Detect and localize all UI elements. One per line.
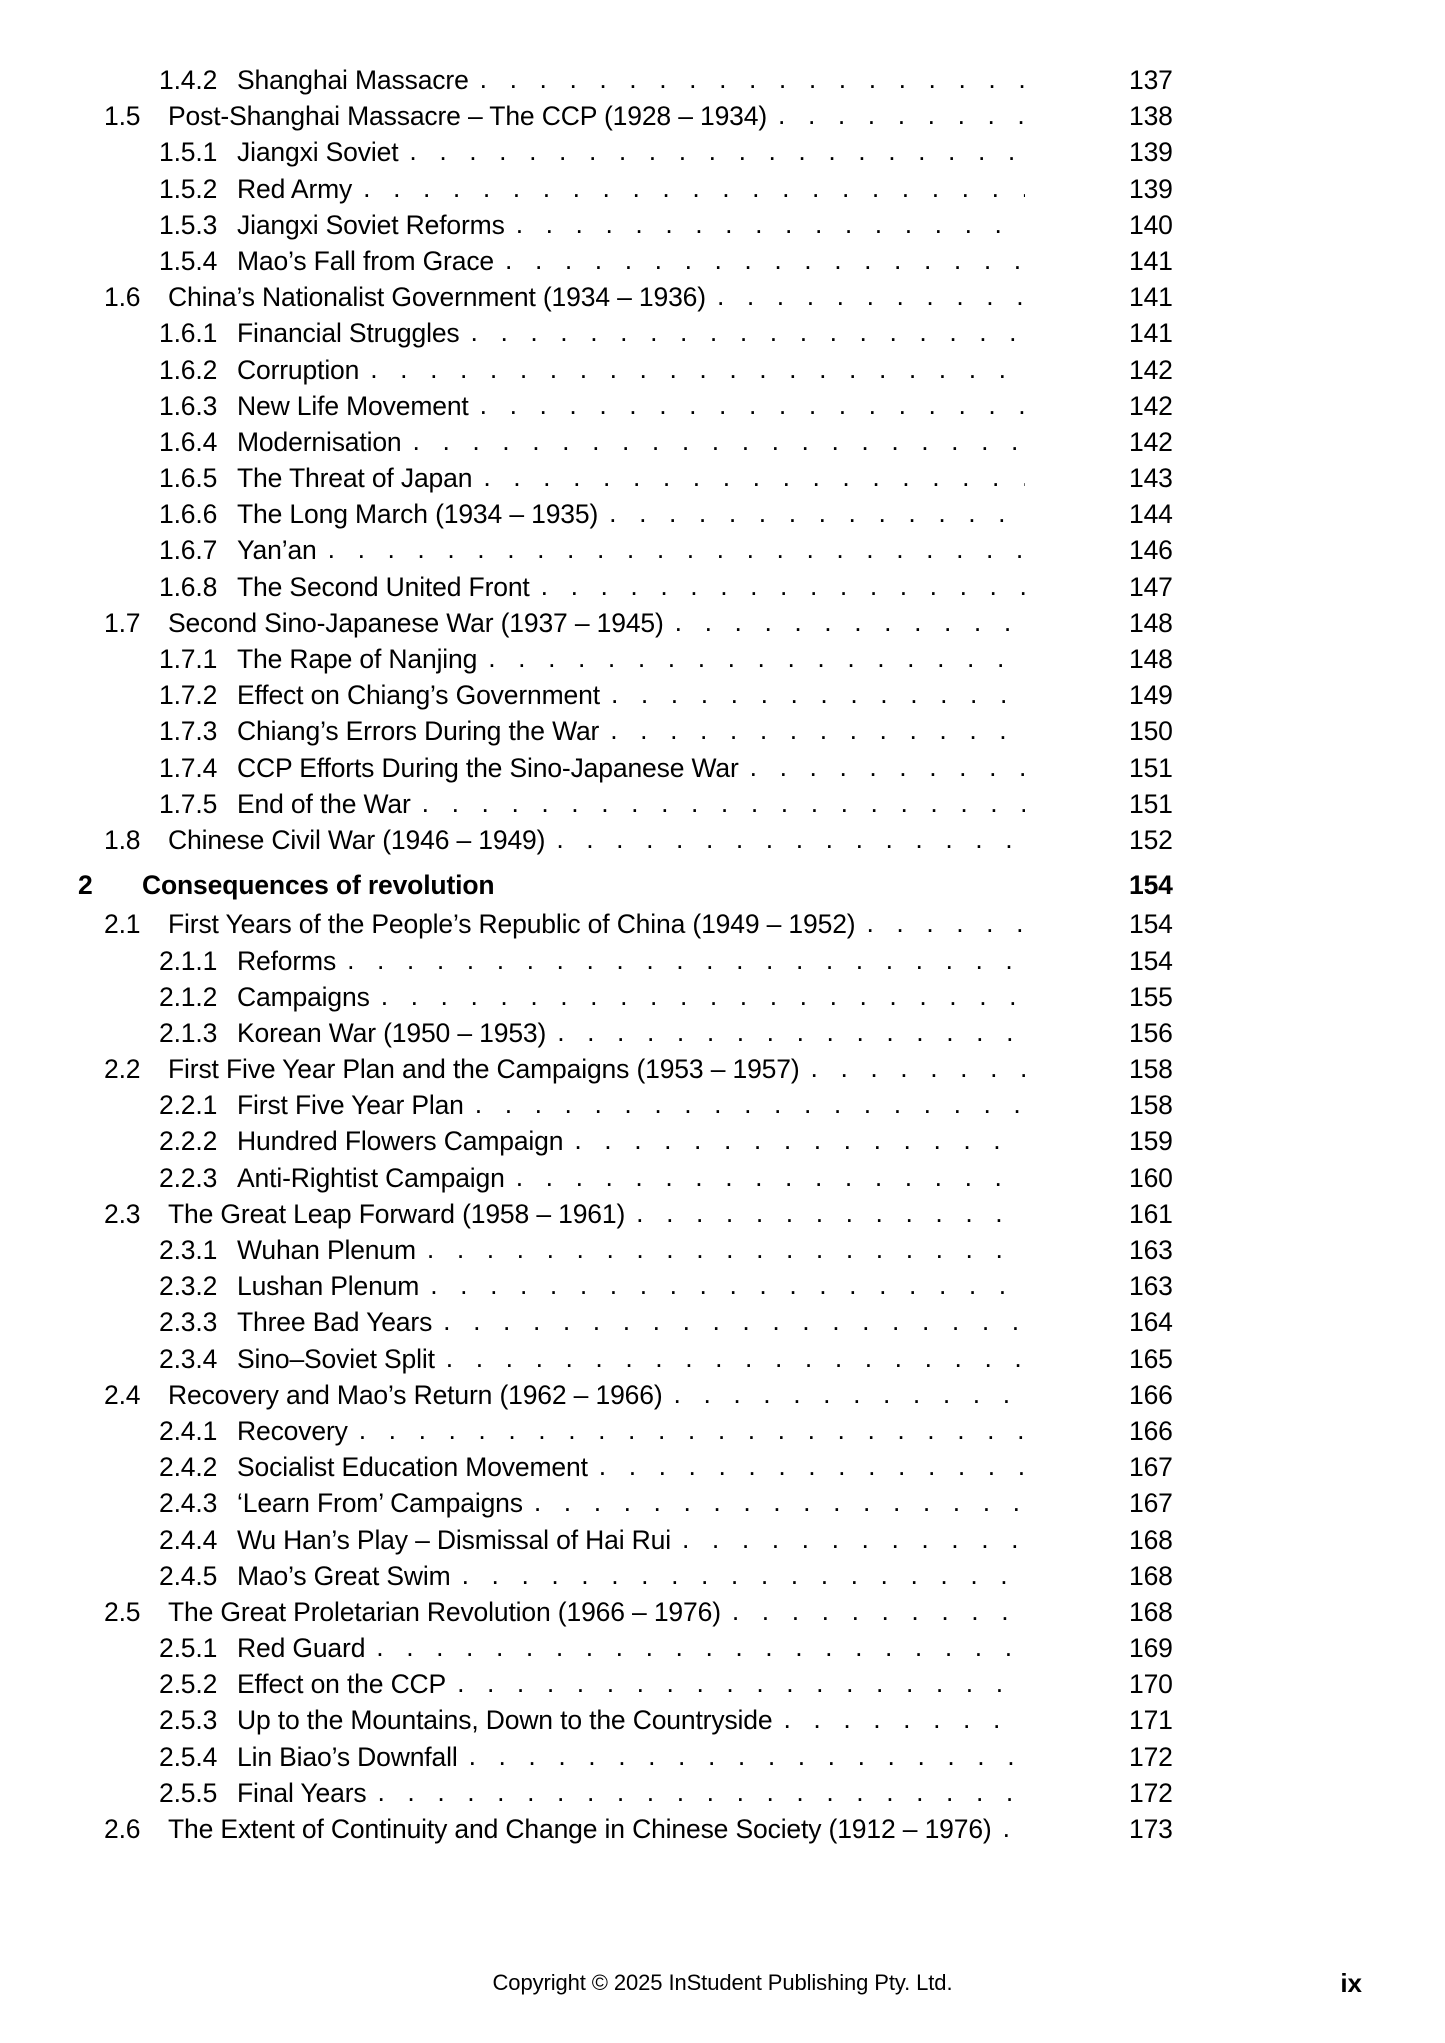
toc-entry-title: Effect on Chiang’s Government: [237, 680, 600, 711]
toc-entry-page-number: 137: [1129, 65, 1173, 95]
toc-entry[interactable]: [0, 677, 1445, 713]
toc-entry-number: 2.5.3: [159, 1705, 218, 1736]
toc-dot-leader: [609, 500, 1025, 527]
toc-entry-number: 1.6.6: [159, 499, 218, 530]
toc-dot-leader: [636, 1200, 1025, 1227]
toc-dot-leader: [377, 1779, 1025, 1806]
toc-entry-title: Anti-Rightist Campaign: [237, 1162, 505, 1193]
toc-entry-title: Socialist Education Movement: [237, 1452, 588, 1483]
toc-entry-number: 1.6.5: [159, 463, 218, 494]
toc-entry-page-number: 151: [1129, 752, 1173, 783]
toc-dot-leader: [682, 1526, 1025, 1553]
toc-entry-page-number: 158: [1129, 1054, 1173, 1085]
toc-entry[interactable]: [0, 1666, 1445, 1702]
toc-entry[interactable]: [0, 1594, 1445, 1630]
toc-entry[interactable]: [0, 906, 1445, 942]
toc-entry[interactable]: [0, 979, 1445, 1015]
toc-entry-title: Financial Struggles: [237, 318, 460, 349]
toc-dot-leader: [534, 1489, 1025, 1516]
toc-entry-number: 2.6: [104, 1814, 141, 1844]
toc-dot-leader: [674, 1381, 1025, 1408]
toc-entry-title: Wu Han’s Play – Dismissal of Hai Rui: [237, 1524, 671, 1555]
toc-entry-page-number: 154: [1129, 945, 1173, 976]
toc-dot-leader: [494, 867, 1025, 894]
toc-entry-number: 2.3.4: [159, 1343, 218, 1374]
toc-entry-page-number: 158: [1129, 1090, 1173, 1121]
toc-entry-title: Modernisation: [237, 426, 402, 457]
toc-entry-page-number: 148: [1129, 607, 1173, 638]
toc-entry-title: Korean War (1950 – 1953): [237, 1017, 547, 1048]
toc-entry-number: 2.3.3: [159, 1307, 218, 1338]
toc-entry-page-number: 163: [1129, 1271, 1173, 1302]
toc-entry[interactable]: [0, 1413, 1445, 1449]
toc-dot-leader: [750, 754, 1025, 781]
toc-entry-number: 2: [78, 870, 93, 901]
toc-entry[interactable]: [0, 1485, 1445, 1521]
toc-dot-leader: [471, 319, 1025, 346]
toc-entry[interactable]: [0, 1160, 1445, 1196]
toc-dot-leader: [778, 102, 1025, 129]
toc-entry[interactable]: [0, 460, 1445, 496]
toc-entry[interactable]: [0, 1123, 1445, 1159]
toc-entry-title: The Long March (1934 – 1935): [237, 499, 599, 530]
toc-dot-leader: [610, 717, 1025, 744]
toc-entry[interactable]: [0, 1775, 1445, 1811]
toc-entry-title: The Great Leap Forward (1958 – 1961): [168, 1198, 626, 1229]
toc-entry-number: 1.7.2: [159, 680, 218, 711]
toc-entry[interactable]: [0, 786, 1445, 822]
toc-entry-title: Campaigns: [237, 981, 370, 1012]
page-footer: [0, 1966, 1445, 2000]
toc-dot-leader: [480, 392, 1025, 419]
toc-dot-leader: [557, 1019, 1025, 1046]
toc-entry[interactable]: [0, 713, 1445, 749]
toc-dot-leader: [376, 1634, 1025, 1661]
toc-entry-title: Mao’s Fall from Grace: [237, 245, 495, 276]
toc-entry[interactable]: [0, 822, 1445, 858]
toc-entry-page-number: 142: [1129, 354, 1173, 385]
toc-entry-title: The Great Proletarian Revolution (1966 – 1976): [168, 1596, 721, 1627]
toc-dot-leader: [599, 1453, 1025, 1480]
toc-entry-number: 2.4.4: [159, 1524, 218, 1555]
toc-entry[interactable]: [0, 1051, 1445, 1087]
toc-dot-leader: [574, 1127, 1025, 1154]
toc-entry-title: Consequences of revolution: [142, 870, 495, 901]
toc-entry-page-number: 143: [1129, 463, 1173, 494]
toc-entry-title: Recovery: [237, 1415, 348, 1446]
toc-entry-title: Yan’an: [237, 535, 317, 566]
toc-entry-title: The Threat of Japan: [237, 463, 473, 494]
toc-dot-leader: [347, 947, 1025, 974]
toc-dot-leader: [505, 247, 1025, 274]
toc-dot-leader: [328, 536, 1025, 563]
toc-dot-leader: [556, 826, 1025, 853]
toc-entry-page-number: 166: [1129, 1379, 1173, 1410]
toc-entry-title: Jiangxi Soviet: [237, 137, 399, 168]
table-of-contents-list: [0, 62, 1445, 1847]
toc-entry-page-number: 168: [1129, 1596, 1173, 1627]
toc-entry-page-number: 141: [1129, 282, 1173, 313]
toc-entry-number: 2.4.3: [159, 1488, 218, 1519]
toc-dot-leader: [370, 356, 1025, 383]
toc-entry-page-number: 147: [1129, 571, 1173, 602]
toc-entry[interactable]: [0, 1268, 1445, 1304]
toc-dot-leader: [480, 66, 1025, 93]
toc-entry-number: 1.7: [104, 607, 141, 638]
toc-entry-page-number: 141: [1129, 245, 1173, 276]
toc-entry[interactable]: [0, 532, 1445, 568]
toc-entry-number: 2.5.4: [159, 1741, 218, 1772]
toc-entry-title: Corruption: [237, 354, 360, 385]
toc-entry-number: 2.1.1: [159, 945, 218, 976]
toc-entry-number: 2.2: [104, 1054, 141, 1085]
toc-dot-leader: [475, 1091, 1025, 1118]
toc-entry-page-number: 152: [1129, 824, 1173, 855]
toc-entry-page-number: 140: [1129, 209, 1173, 240]
toc-entry-page-number: 142: [1129, 390, 1173, 421]
toc-entry-title: Second Sino-Japanese War (1937 – 1945): [168, 607, 664, 638]
toc-dot-leader: [462, 1562, 1025, 1589]
toc-entry[interactable]: [0, 1196, 1445, 1232]
toc-entry-page-number: 161: [1129, 1198, 1173, 1229]
toc-entry-number: 1.5.3: [159, 209, 218, 240]
toc-dot-leader: [611, 681, 1025, 708]
toc-entry-page-number: 172: [1129, 1777, 1173, 1808]
toc-entry-title: Red Army: [237, 173, 353, 204]
toc-entry-title: First Years of the People’s Republic of China (1949 – 1952): [168, 909, 856, 940]
toc-entry[interactable]: [0, 1449, 1445, 1485]
toc-dot-leader: [516, 211, 1025, 238]
toc-entry-title: Three Bad Years: [237, 1307, 433, 1338]
toc-entry[interactable]: [0, 1558, 1445, 1594]
toc-entry-page-number: 156: [1129, 1017, 1173, 1048]
toc-entry-number: 1.7.5: [159, 788, 218, 819]
toc-entry-number: 1.7.4: [159, 752, 218, 783]
toc-entry-number: 2.4: [104, 1379, 141, 1410]
toc-entry-number: 2.4.1: [159, 1415, 218, 1446]
toc-entry-number: 1.6.1: [159, 318, 218, 349]
toc-entry-page-number: 151: [1129, 788, 1173, 819]
toc-entry[interactable]: [0, 243, 1445, 279]
toc-dot-leader: [443, 1308, 1025, 1335]
toc-entry-number: 2.3.2: [159, 1271, 218, 1302]
toc-entry-title: China’s Nationalist Government (1934 – 1936): [168, 282, 706, 313]
toc-entry-title: Effect on the CCP: [237, 1669, 447, 1700]
toc-entry-page-number: 155: [1129, 981, 1173, 1012]
toc-entry-number: 1.6.7: [159, 535, 218, 566]
toc-entry-page-number: 139: [1129, 137, 1173, 168]
toc-entry-number: 2.4.2: [159, 1452, 218, 1483]
toc-entry-title: Chiang’s Errors During the War: [237, 716, 600, 747]
toc-entry-number: 2.5.5: [159, 1777, 218, 1808]
toc-entry[interactable]: [0, 134, 1445, 170]
toc-entry[interactable]: [0, 207, 1445, 243]
toc-dot-leader: [717, 283, 1025, 310]
toc-entry[interactable]: [0, 388, 1445, 424]
toc-entry-page-number: 173: [1129, 1814, 1173, 1844]
toc-entry-title: Reforms: [237, 945, 337, 976]
toc-entry-page-number: 163: [1129, 1235, 1173, 1265]
toc-dot-leader: [488, 645, 1025, 672]
toc-entry-number: 1.6.2: [159, 354, 218, 385]
toc-entry-page-number: 139: [1129, 173, 1173, 204]
toc-dot-leader: [541, 573, 1025, 600]
toc-entry-title: CCP Efforts During the Sino-Japanese War: [237, 752, 739, 783]
toc-entry-page-number: 149: [1129, 680, 1173, 711]
toc-entry[interactable]: [0, 1522, 1445, 1558]
toc-entry-title: The Extent of Continuity and Change in Chinese Society (1912 – 1976): [168, 1814, 992, 1844]
copyright-notice: Copyright © 2025 InStudent Publishing Pty. Ltd.: [492, 1970, 953, 1995]
toc-entry-number: 1.7.1: [159, 644, 218, 674]
toc-entry-number: 2.2.2: [159, 1126, 218, 1157]
toc-entry-title: Hundred Flowers Campaign: [237, 1126, 564, 1157]
toc-entry-number: 2.4.5: [159, 1560, 218, 1591]
toc-entry-title: The Second United Front: [237, 571, 530, 602]
toc-entry[interactable]: [0, 424, 1445, 460]
toc-entry-page-number: 159: [1129, 1126, 1173, 1157]
toc-entry-title: Lushan Plenum: [237, 1271, 420, 1302]
toc-entry[interactable]: [0, 867, 1445, 903]
toc-entry-number: 2.1: [104, 909, 141, 940]
toc-entry-page-number: 142: [1129, 426, 1173, 457]
toc-dot-leader: [409, 138, 1025, 165]
toc-entry-title: Final Years: [237, 1777, 367, 1808]
toc-entry-page-number: 167: [1129, 1452, 1173, 1483]
toc-entry-page-number: 164: [1129, 1307, 1173, 1338]
toc-entry-number: 1.6.3: [159, 390, 218, 421]
toc-entry-number: 1.5.2: [159, 173, 218, 204]
toc-entry[interactable]: [0, 1377, 1445, 1413]
toc-entry[interactable]: [0, 1304, 1445, 1340]
toc-entry-page-number: 160: [1129, 1162, 1173, 1193]
toc-entry[interactable]: [0, 315, 1445, 351]
toc-entry-title: Wuhan Plenum: [237, 1235, 416, 1265]
toc-entry[interactable]: [0, 1232, 1445, 1268]
toc-entry-number: 2.5: [104, 1596, 141, 1627]
toc-entry-title: Lin Biao’s Downfall: [237, 1741, 458, 1772]
toc-entry[interactable]: [0, 279, 1445, 315]
toc-entry-number: 1.7.3: [159, 716, 218, 747]
toc-dot-leader: [446, 1345, 1025, 1372]
toc-dot-leader: [430, 1272, 1025, 1299]
toc-entry-title: End of the War: [237, 788, 411, 819]
toc-entry-page-number: 169: [1129, 1633, 1173, 1664]
toc-entry[interactable]: [0, 750, 1445, 786]
toc-entry-page-number: 150: [1129, 716, 1173, 747]
toc-entry-page-number: 168: [1129, 1524, 1173, 1555]
toc-entry-title: ‘Learn From’ Campaigns: [237, 1488, 523, 1519]
toc-entry-number: 1.6.4: [159, 426, 218, 457]
toc-entry-page-number: 165: [1129, 1343, 1173, 1374]
toc-entry-page-number: 154: [1129, 870, 1173, 901]
toc-entry-number: 2.1.3: [159, 1017, 218, 1048]
toc-entry-number: 1.4.2: [159, 65, 218, 95]
toc-entry-title: Shanghai Massacre: [237, 65, 469, 95]
toc-entry-title: First Five Year Plan: [237, 1090, 464, 1121]
toc-entry-page-number: 171: [1129, 1705, 1173, 1736]
toc-entry[interactable]: [0, 1015, 1445, 1051]
toc-entry[interactable]: [0, 569, 1445, 605]
page-folio-number: ix: [1340, 1968, 1362, 1998]
toc-dot-leader: [359, 1417, 1025, 1444]
toc-entry-title: Sino–Soviet Split: [237, 1343, 435, 1374]
toc-entry-title: Mao’s Great Swim: [237, 1560, 451, 1591]
toc-dot-leader: [427, 1236, 1025, 1263]
toc-entry[interactable]: [0, 1739, 1445, 1775]
toc-entry-page-number: 154: [1129, 909, 1173, 940]
toc-entry[interactable]: [0, 352, 1445, 388]
toc-entry-title: Up to the Mountains, Down to the Countryside: [237, 1705, 773, 1736]
toc-entry[interactable]: [0, 171, 1445, 207]
toc-entry-page-number: 146: [1129, 535, 1173, 566]
toc-entry-number: 1.5.4: [159, 245, 218, 276]
toc-entry-title: Red Guard: [237, 1633, 366, 1664]
toc-entry-title: First Five Year Plan and the Campaigns (1953 – 1957): [168, 1054, 800, 1085]
toc-entry-number: 2.2.3: [159, 1162, 218, 1193]
toc-entry-number: 2.5.2: [159, 1669, 218, 1700]
toc-dot-leader: [457, 1670, 1025, 1697]
toc-dot-leader: [675, 609, 1025, 636]
toc-entry[interactable]: [0, 1702, 1445, 1738]
toc-dot-leader: [469, 1743, 1025, 1770]
toc-entry-page-number: 166: [1129, 1415, 1173, 1446]
toc-dot-leader: [811, 1055, 1025, 1082]
toc-entry-number: 2.2.1: [159, 1090, 218, 1121]
toc-dot-leader: [422, 790, 1025, 817]
toc-entry[interactable]: [0, 641, 1445, 677]
toc-entry-page-number: 148: [1129, 644, 1173, 674]
toc-dot-leader: [866, 910, 1025, 937]
toc-entry[interactable]: [0, 1087, 1445, 1123]
toc-entry-number: 1.8: [104, 824, 141, 855]
toc-dot-leader: [783, 1706, 1025, 1733]
toc-dot-leader: [363, 175, 1025, 202]
toc-entry[interactable]: [0, 62, 1445, 98]
toc-entry-number: 1.6: [104, 282, 141, 313]
toc-entry-page-number: 167: [1129, 1488, 1173, 1519]
toc-dot-leader: [516, 1164, 1025, 1191]
toc-entry-page-number: 168: [1129, 1560, 1173, 1591]
toc-entry-page-number: 172: [1129, 1741, 1173, 1772]
toc-dot-leader: [483, 464, 1025, 491]
toc-entry-title: Recovery and Mao’s Return (1962 – 1966): [168, 1379, 663, 1410]
toc-entry-title: The Rape of Nanjing: [237, 644, 478, 674]
toc-entry[interactable]: [0, 943, 1445, 979]
toc-dot-leader: [1003, 1815, 1025, 1842]
toc-entry-number: 1.6.8: [159, 571, 218, 602]
toc-entry-number: 2.5.1: [159, 1633, 218, 1664]
toc-entry-page-number: 138: [1129, 101, 1173, 132]
toc-entry[interactable]: [0, 1811, 1445, 1847]
toc-entry-number: 2.3: [104, 1198, 141, 1229]
toc-entry[interactable]: [0, 605, 1445, 641]
toc-entry-page-number: 141: [1129, 318, 1173, 349]
toc-dot-leader: [413, 428, 1025, 455]
toc-entry[interactable]: [0, 1630, 1445, 1666]
toc-entry-page-number: 170: [1129, 1669, 1173, 1700]
toc-entry-title: Jiangxi Soviet Reforms: [237, 209, 505, 240]
toc-dot-leader: [381, 983, 1025, 1010]
toc-entry-page-number: 144: [1129, 499, 1173, 530]
toc-entry[interactable]: [0, 98, 1445, 134]
toc-entry-title: Post-Shanghai Massacre – The CCP (1928 – 1934): [168, 101, 768, 132]
toc-entry-number: 2.1.2: [159, 981, 218, 1012]
toc-entry[interactable]: [0, 1341, 1445, 1377]
toc-entry-title: Chinese Civil War (1946 – 1949): [168, 824, 546, 855]
toc-entry-number: 1.5.1: [159, 137, 218, 168]
toc-entry-number: 2.3.1: [159, 1235, 218, 1265]
toc-entry[interactable]: [0, 496, 1445, 532]
toc-entry-number: 1.5: [104, 101, 141, 132]
toc-dot-leader: [732, 1598, 1025, 1625]
toc-entry-title: New Life Movement: [237, 390, 469, 421]
